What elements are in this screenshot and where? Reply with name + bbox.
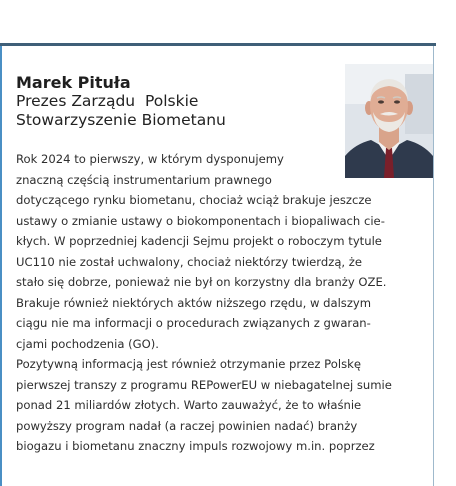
author-name: Marek Pituła (16, 73, 131, 92)
body-line: powyższy program nadał (a raczej powinien nadać) branży (16, 418, 358, 433)
body-line: UC110 nie został uchwalony, chociaż niektórzy twierdzą, że (16, 254, 363, 269)
body-line: ustawy o zmianie ustawy o biokomponentach i biopaliwach cie- (16, 213, 385, 228)
top-border (0, 43, 436, 46)
author-role-line-1: Prezes Zarządu Polskie (16, 92, 199, 110)
body-line: pierwszej transzy z programu REPowerEU w niebagatelnej sumie (16, 377, 392, 392)
body-line: ciągu nie ma informacji o procedurach związanych z gwaran- (16, 316, 371, 330)
body-line: Rok 2024 to pierwszy, w którym dysponujemy (16, 152, 284, 166)
body-line: Brakuje również niektórych aktów niższego rzędu, w dalszym (16, 295, 372, 310)
body-line: stało się dobrze, ponieważ nie był on korzystny dla branży OZE. (16, 275, 387, 289)
body-line: ponad 21 miliardów złotych. Warto zauważyć, że to właśnie (16, 398, 362, 412)
body-line: kłych. W poprzedniej kadencji Sejmu projekt o roboczym tytule (16, 234, 382, 248)
left-border (0, 46, 2, 486)
body-line: Pozytywną informacją jest również otrzymanie przez Polskę (16, 357, 361, 371)
article-body (16, 149, 434, 457)
body-line: cjami pochodzenia (GO). (16, 336, 159, 351)
body-line: znaczną częścią instrumentarium prawnego (16, 172, 272, 187)
author-header (16, 73, 336, 130)
body-line: biogazu i biometanu znaczny impuls rozwojowy m.in. poprzez (16, 439, 375, 453)
author-role-line-2: Stowarzyszenie Biometanu (16, 111, 226, 129)
body-line: dotyczącego rynku biometanu, chociaż wciąż brakuje jeszcze (16, 193, 372, 207)
